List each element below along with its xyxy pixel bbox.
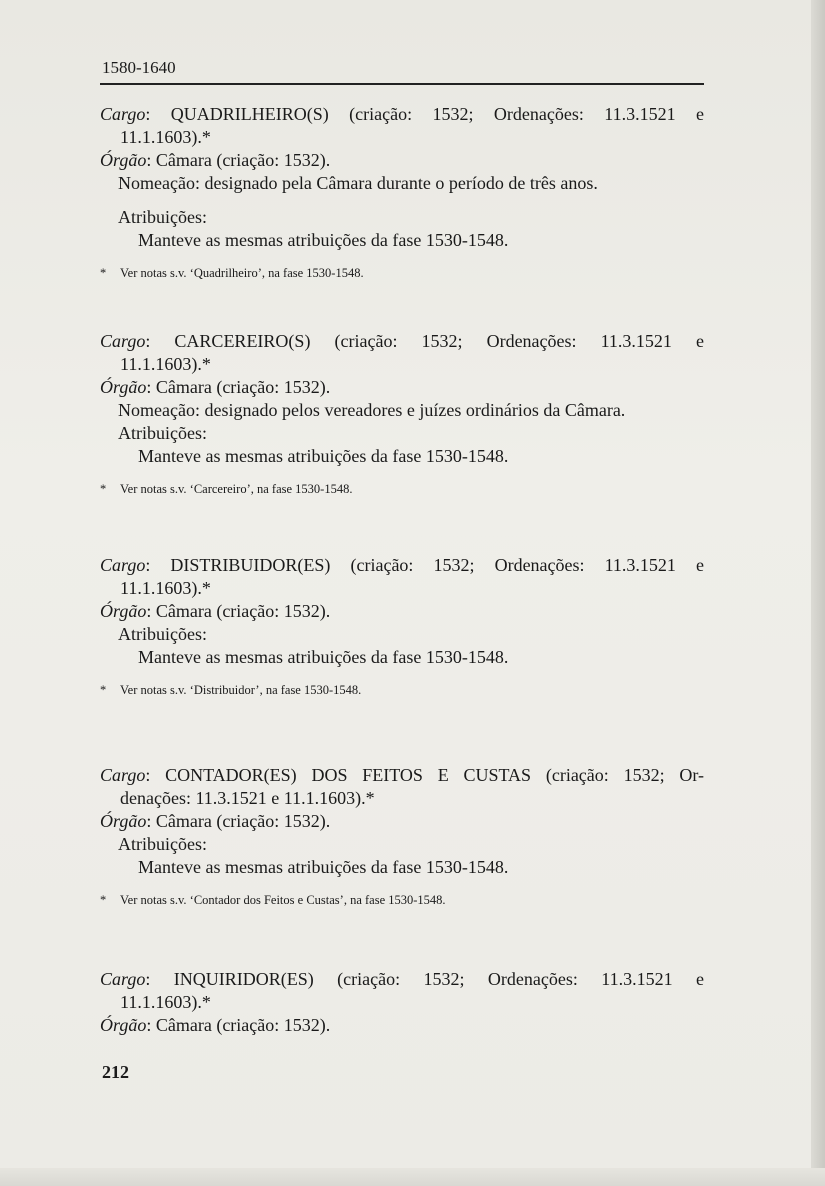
atribuicoes-label: Atribuições: bbox=[118, 423, 207, 443]
cargo-line-continued: 11.1.1603).* bbox=[120, 578, 211, 598]
orgao-label: Órgão bbox=[100, 150, 147, 170]
orgao-line: Órgão: Câmara (criação: 1532). bbox=[100, 1015, 331, 1035]
orgao-label: Órgão bbox=[100, 811, 147, 831]
footnote-text: Ver notas s.v. ‘Contador dos Feitos e Custas’, na fase 1530-1548. bbox=[120, 893, 446, 907]
cargo-line: Cargo: CONTADOR(ES) DOS FEITOS E CUSTAS (criação: 1532; Or- bbox=[100, 765, 704, 785]
orgao-line: Órgão: Câmara (criação: 1532). bbox=[100, 377, 331, 397]
orgao-text: Câmara (criação: 1532). bbox=[155, 1015, 331, 1035]
cargo-line-continued: 11.1.1603).* bbox=[120, 354, 211, 374]
cargo-label: Cargo bbox=[100, 555, 146, 575]
orgao-label: Órgão bbox=[100, 1015, 147, 1035]
orgao-line: Órgão: Câmara (criação: 1532). bbox=[100, 811, 331, 831]
footnote bbox=[100, 480, 704, 498]
cargo-text: DISTRIBUIDOR(ES) (criação: 1532; Ordenações: 11.3.1521 e bbox=[170, 555, 704, 575]
footnote-asterisk: * bbox=[100, 266, 107, 280]
footnote-asterisk: * bbox=[100, 683, 107, 697]
atribuicoes-label: Atribuições: bbox=[118, 624, 207, 644]
page-edge-shadow bbox=[811, 0, 825, 1186]
footnote-asterisk: * bbox=[100, 893, 107, 907]
nomeacao-line: Nomeação: designado pela Câmara durante o período de três anos. bbox=[118, 173, 598, 193]
cargo-text: INQUIRIDOR(ES) (criação: 1532; Ordenações: 11.3.1521 e bbox=[173, 969, 704, 989]
cargo-line-continued: denações: 11.3.1521 e 11.1.1603).* bbox=[120, 788, 375, 808]
page-bottom-edge bbox=[0, 1168, 825, 1186]
entry-inquiridor bbox=[100, 968, 704, 1037]
orgao-label: Órgão bbox=[100, 601, 147, 621]
entry-quadrilheiro bbox=[100, 103, 704, 282]
header-rule bbox=[100, 83, 704, 85]
orgao-text: Câmara (criação: 1532). bbox=[155, 811, 331, 831]
footnote-text: Ver notas s.v. ‘Quadrilheiro’, na fase 1530-1548. bbox=[120, 266, 364, 280]
cargo-line-continued: 11.1.1603).* bbox=[120, 992, 211, 1012]
footnote bbox=[100, 264, 704, 282]
atribuicoes-text: Manteve as mesmas atribuições da fase 1530-1548. bbox=[138, 647, 509, 667]
cargo-text: QUADRILHEIRO(S) (criação: 1532; Ordenações: 11.3.1521 e bbox=[170, 104, 704, 124]
cargo-label: Cargo bbox=[100, 104, 146, 124]
atribuicoes-text: Manteve as mesmas atribuições da fase 1530-1548. bbox=[138, 857, 509, 877]
footnote bbox=[100, 681, 704, 699]
cargo-label: Cargo bbox=[100, 969, 146, 989]
cargo-line: Cargo: DISTRIBUIDOR(ES) (criação: 1532; Ordenações: 11.3.1521 e bbox=[100, 555, 704, 575]
atribuicoes-text: Manteve as mesmas atribuições da fase 1530-1548. bbox=[138, 446, 509, 466]
entry-contador bbox=[100, 764, 704, 909]
atribuicoes-label: Atribuições: bbox=[118, 834, 207, 854]
cargo-text: CARCEREIRO(S) (criação: 1532; Ordenações: 11.3.1521 e bbox=[174, 331, 704, 351]
cargo-text: CONTADOR(ES) DOS FEITOS E CUSTAS (criação: 1532; Or- bbox=[165, 765, 704, 785]
entry-carcereiro bbox=[100, 330, 704, 498]
cargo-line: Cargo: QUADRILHEIRO(S) (criação: 1532; Ordenações: 11.3.1521 e bbox=[100, 104, 704, 124]
orgao-label: Órgão bbox=[100, 377, 147, 397]
cargo-line: Cargo: INQUIRIDOR(ES) (criação: 1532; Ordenações: 11.3.1521 e bbox=[100, 969, 704, 989]
orgao-text: Câmara (criação: 1532). bbox=[155, 150, 331, 170]
footnote bbox=[100, 891, 704, 909]
orgao-text: Câmara (criação: 1532). bbox=[155, 601, 331, 621]
atribuicoes-text: Manteve as mesmas atribuições da fase 1530-1548. bbox=[138, 230, 509, 250]
footnote-text: Ver notas s.v. ‘Carcereiro’, na fase 1530-1548. bbox=[120, 482, 353, 496]
cargo-line-continued: 11.1.1603).* bbox=[120, 127, 211, 147]
footnote-text: Ver notas s.v. ‘Distribuidor’, na fase 1530-1548. bbox=[120, 683, 362, 697]
entry-distribuidor bbox=[100, 554, 704, 699]
cargo-label: Cargo bbox=[100, 765, 146, 785]
nomeacao-line: Nomeação: designado pelos vereadores e juízes ordinários da Câmara. bbox=[118, 400, 626, 420]
orgao-text: Câmara (criação: 1532). bbox=[155, 377, 331, 397]
cargo-label: Cargo bbox=[100, 331, 146, 351]
orgao-line: Órgão: Câmara (criação: 1532). bbox=[100, 601, 331, 621]
footnote-asterisk: * bbox=[100, 482, 107, 496]
page-number: 212 bbox=[102, 1062, 129, 1082]
orgao-line: Órgão: Câmara (criação: 1532). bbox=[100, 150, 331, 170]
running-head: 1580-1640 bbox=[102, 58, 176, 77]
atribuicoes-label: Atribuições: bbox=[118, 207, 207, 227]
cargo-line: Cargo: CARCEREIRO(S) (criação: 1532; Ordenações: 11.3.1521 e bbox=[100, 331, 704, 351]
